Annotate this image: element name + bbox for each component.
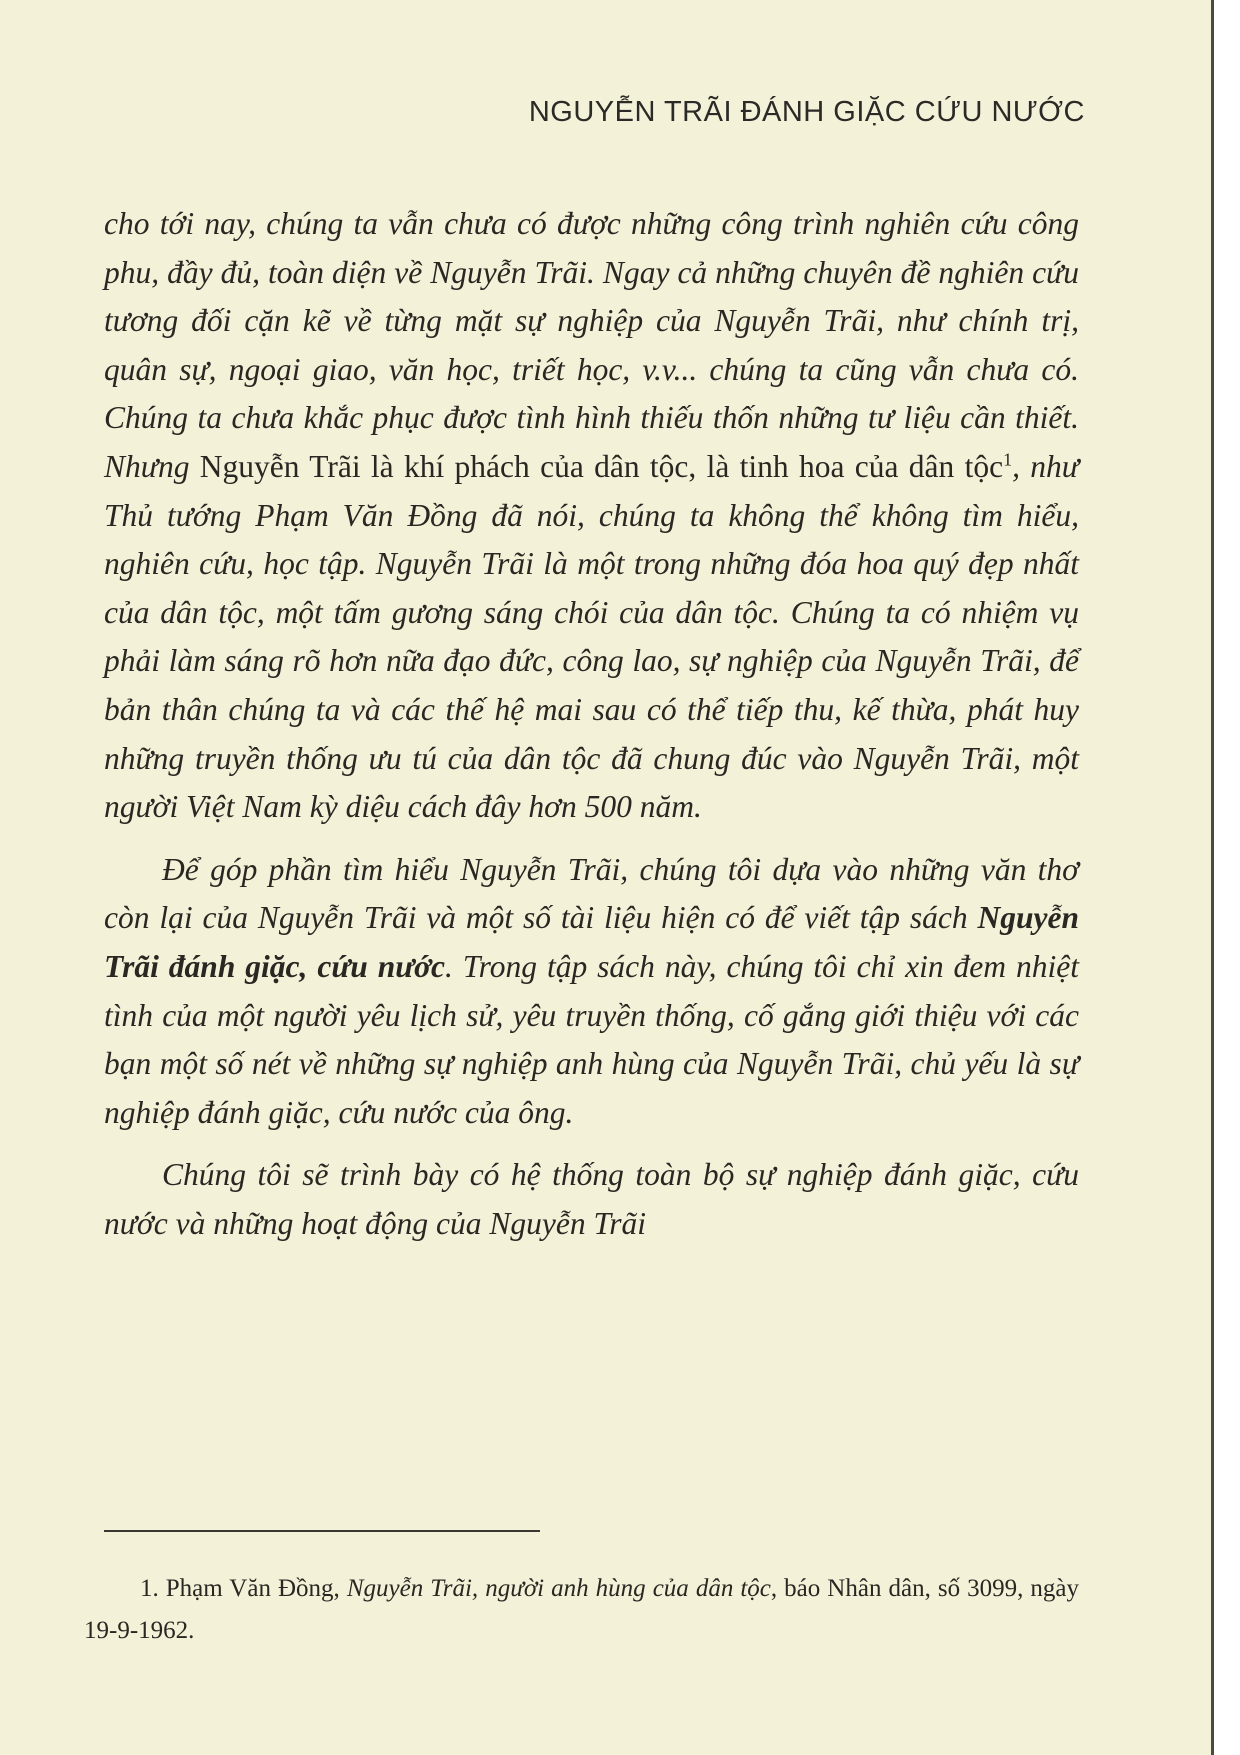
footnote-divider (104, 1530, 540, 1532)
paragraph-1-roman: Nguyễn Trãi là khí phách của dân tộc, là tinh hoa của dân tộc (199, 448, 1004, 484)
paragraph-2-a: Để góp phần tìm hiểu Nguyễn Trãi, chúng tôi dựa vào những văn thơ còn lại của Nguyễn Trãi và một số tài liệu hiện có để viết tập sách (104, 851, 1079, 936)
paragraph-3: Chúng tôi sẽ trình bày có hệ thống toàn bộ sự nghiệp đánh giặc, cứu nước và những hoạt động của Nguyễn Trãi (104, 1157, 1079, 1241)
footnote-ref-1: 1 (1003, 449, 1013, 470)
body-text (104, 200, 1079, 1248)
page-edge (1212, 0, 1240, 1755)
footnote-number: 1. (140, 1575, 159, 1602)
paragraph-1 (104, 200, 1079, 832)
paragraph-2 (104, 846, 1079, 1138)
footnote-author: Phạm Văn Đồng, (165, 1575, 340, 1602)
page-edge-line (1211, 0, 1214, 1755)
footnote-rest: , báo Nhân dân, số 3099, ngày 19-9-1962. (84, 1575, 1079, 1644)
footnote-title: Nguyễn Trãi, người anh hùng của dân tộc (346, 1575, 771, 1602)
footnote-1 (84, 1568, 1079, 1652)
paragraph-1-italic-b: , như Thủ tướng Phạm Văn Đồng đã nói, chúng ta không thể không tìm hiểu, nghiên cứu, học tập. Nguyễn Trãi là một trong những đóa hoa quý đẹp nhất của dân tộc, một tấm gương sáng chói của dân tộc. Chúng ta có nhiệm vụ phải làm sáng rõ hơn nữa đạo đức, công lao, sự nghiệp của Nguyễn Trãi, để bản thân chúng ta và các thế hệ mai sau có thể tiếp thu, kế thừa, phát huy những truyền thống ưu tú của dân tộc đã chung đúc vào Nguyễn Trãi, một người Việt Nam kỳ diệu cách đây hơn 500 năm. (104, 448, 1079, 825)
paragraph-2-b: . Trong tập sách này, chúng tôi chỉ xin đem nhiệt tình của một người yêu lịch sử, yêu truyền thống, cố gắng giới thiệu với các bạn một số nét về những sự nghiệp anh hùng của Nguyễn Trãi, chủ yếu là sự nghiệp đánh giặc, cứu nước của ông. (104, 948, 1079, 1130)
running-header: NGUYỄN TRÃI ĐÁNH GIẶC CỨU NƯỚC (528, 96, 1085, 128)
book-title: Nguyễn Trãi đánh giặc, cứu nước (104, 900, 1079, 984)
paragraph-1-italic-a: cho tới nay, chúng ta vẫn chưa có được những công trình nghiên cứu công phu, đầy đủ, toàn diện về Nguyễn Trãi. Ngay cả những chuyên đề nghiên cứu tương đối cặn kẽ về từng mặt sự nghiệp của Nguyễn Trãi, như chính trị, quân sự, ngoại giao, văn học, triết học, v.v... chúng ta cũng vẫn chưa có. Chúng ta chưa khắc phục được tình hình thiếu thốn những tư liệu cần thiết. Nhưng (104, 206, 1079, 484)
